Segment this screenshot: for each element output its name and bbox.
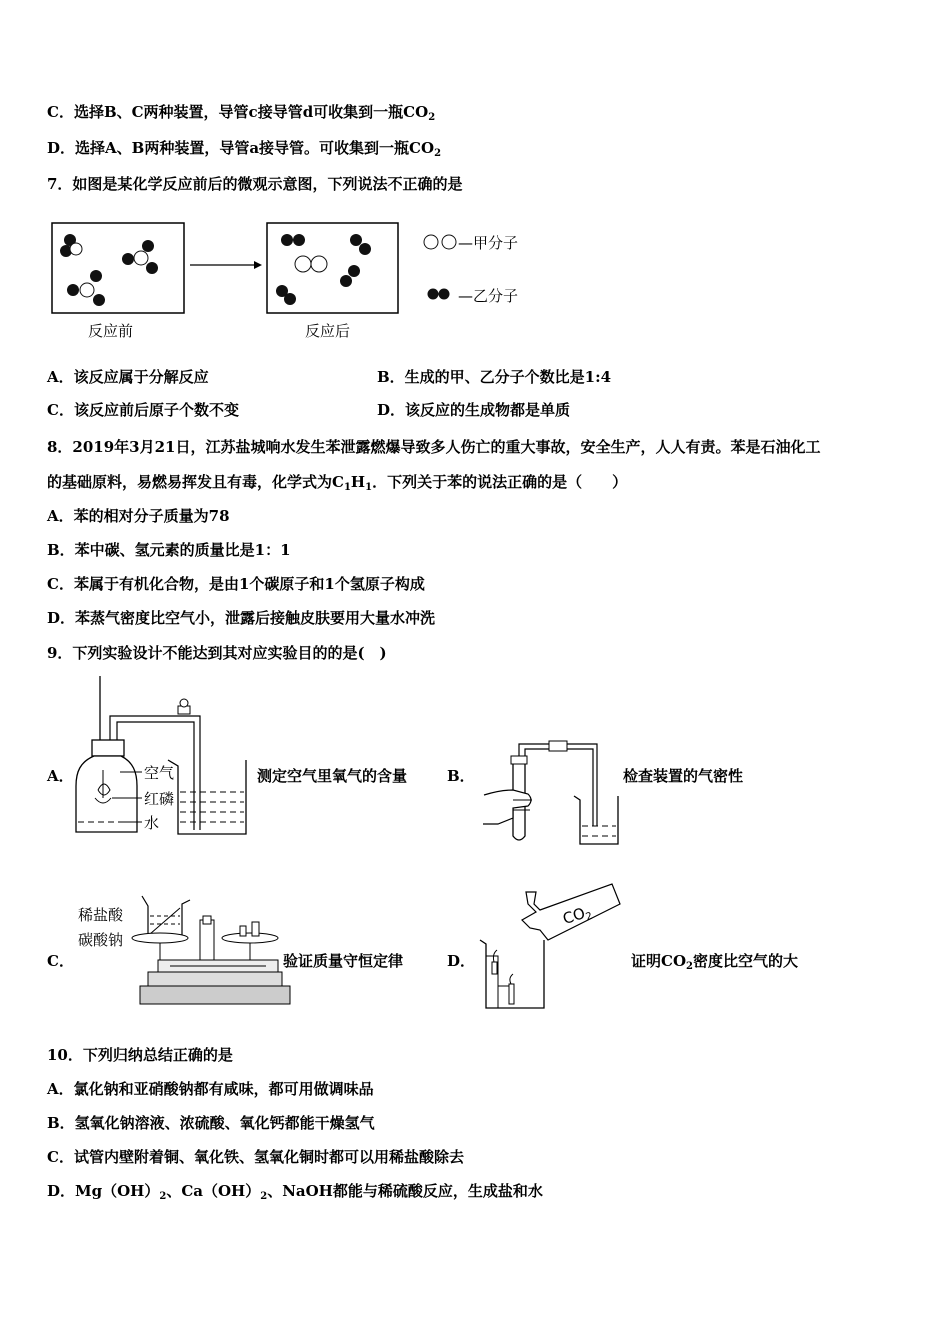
q9-b-text: 检查装置的气密性 [623,767,744,785]
q8-option-c: C．苯属于有机化合物，是由1个碳原子和1个氢原子构成 [47,575,425,593]
q6-option-c-text: C．选择B、C两种装置，导管c接导管d可收集到一瓶CO [47,103,429,121]
q9-c-carbonate-label: 碳酸钠 [78,931,124,949]
legend-b-label: —乙分子 [458,287,519,305]
q9-a-letter: A． [47,767,74,785]
q6-option-d-text: D．选择A、B两种装置，导管a接导管。可收集到一瓶CO [47,139,435,157]
q10-option-a: A．氯化钠和亚硝酸钠都有咸味，都可用做调味品 [47,1080,374,1098]
q6-option-c-sub: 2 [428,112,436,123]
q8-sub1: 1 [343,482,351,493]
q9-d-text [631,950,798,972]
q8-stem2c: ．下列关于苯的说法正确的是（ ） [372,473,628,491]
q9-c-letter: C． [47,952,74,970]
q7-option-a: A．该反应属于分解反应 [47,368,209,386]
q9-d-text-sub: 2 [686,961,693,972]
q7-option-b: B．生成的甲、乙分子个数比是1:4 [377,368,612,386]
q8-option-d: D．苯蒸气密度比空气小，泄露后接触皮肤要用大量水冲洗 [47,609,436,627]
before-label: 反应前 [88,322,134,340]
q9-d-text-b: 密度比空气的大 [692,952,798,970]
q7-stem: 7．如图是某化学反应前后的微观示意图，下列说法不正确的是 [47,175,463,193]
q10-option-b: B．氢氧化钠溶液、浓硫酸、氧化钙都能干燥氢气 [47,1114,375,1132]
q9-a-text: 测定空气里氧气的含量 [257,767,408,785]
q9-a-water-label: 水 [144,814,160,832]
q8-stem2a: 的基础原料，易燃易挥发且有毒，化学式为C [47,473,344,491]
q9-d-bottle-text: CO [560,904,588,929]
q8-option-a: A．苯的相对分子质量为78 [47,507,230,525]
q8-stem2b: H [350,473,366,491]
q9-c-text: 验证质量守恒定律 [283,952,404,970]
q9-a-air-label: 空气 [144,764,175,782]
q9-c-acid-label: 稀盐酸 [78,906,124,924]
q10-d-sub2: 2 [260,1191,268,1202]
q10-option-d [47,1181,543,1207]
legend-a-label: —甲分子 [458,234,519,252]
q10-d-a: D．Mg（OH） [47,1182,160,1200]
q6-option-d-sub: 2 [434,148,442,159]
q8-option-b: B．苯中碳、氢元素的质量比是1：1 [47,541,291,559]
q9-d-letter: D． [447,952,476,970]
q9-b-letter: B． [447,767,475,785]
q8-stem-line1: 8．2019年3月21日，江苏盐城响水发生苯泄露燃爆导致多人伤亡的重大事故，安全生产，人人有责。苯是石油化工 [47,438,821,456]
q10-d-c: 、NaOH都能与稀硫酸反应，生成盐和水 [267,1182,543,1200]
q9-d-bottle-sub: 2 [584,910,595,924]
q10-d-sub1: 2 [159,1191,167,1202]
after-label: 反应后 [305,322,351,340]
q9-stem: 9．下列实验设计不能达到其对应实验目的的是( ) [47,644,387,662]
q9-d-text-a: 证明CO [631,952,687,970]
q10-d-b: 、Ca（OH） [166,1182,261,1200]
q9-a-phosphorus-label: 红磷 [144,790,175,808]
q10-option-c: C．试管内壁附着铜、氧化铁、氢氧化铜时都可以用稀盐酸除去 [47,1148,464,1166]
q10-stem: 10．下列归纳总结正确的是 [47,1046,233,1064]
q7-option-d: D．该反应的生成物都是单质 [377,401,571,419]
q7-option-c: C．该反应前后原子个数不变 [47,401,239,419]
q8-sub2: 1 [365,482,373,493]
